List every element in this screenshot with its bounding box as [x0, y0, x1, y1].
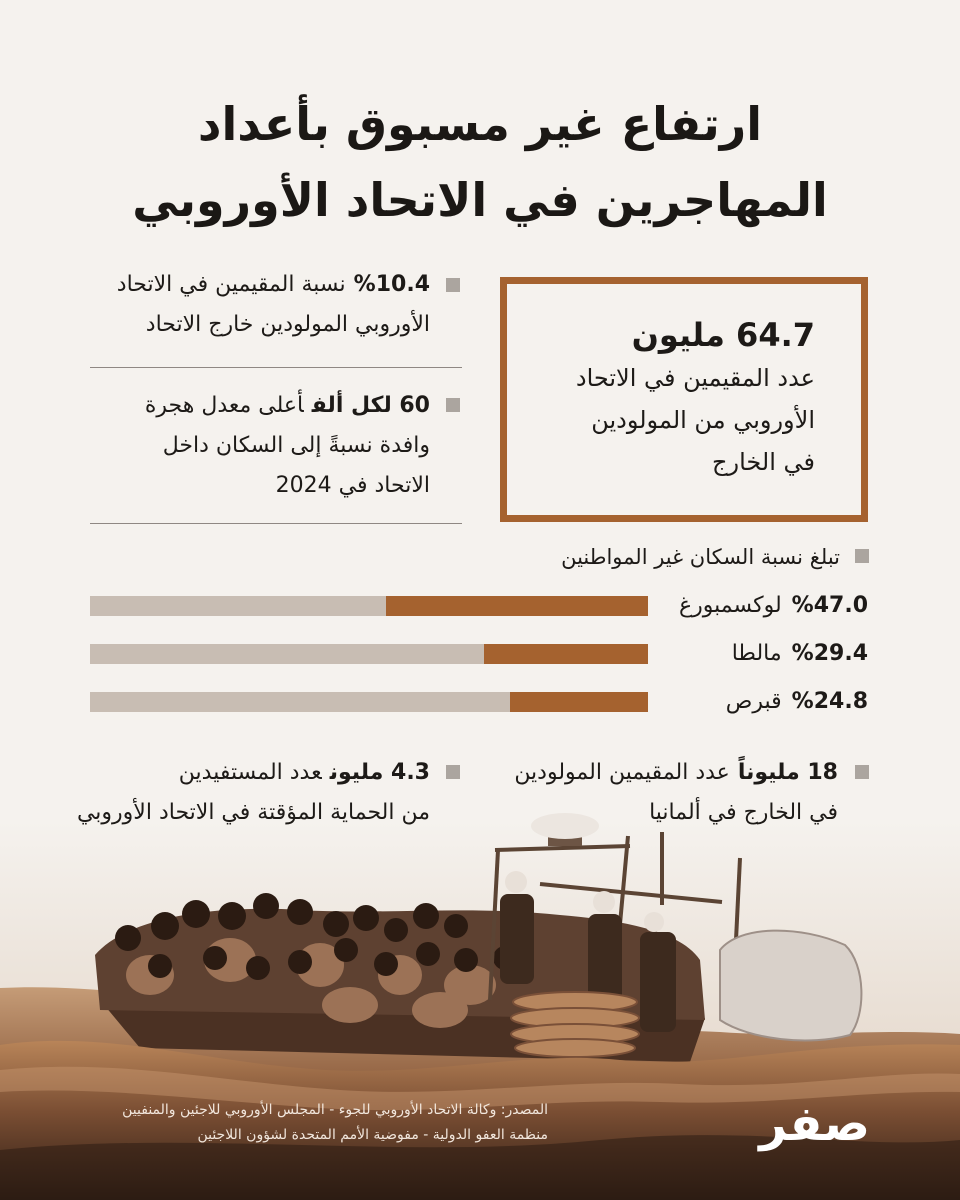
lifejacket [322, 987, 378, 1023]
fact-line: وافدة نسبةً إلى السكان داخل [162, 433, 430, 458]
divider [90, 367, 462, 368]
migrant-head [218, 902, 246, 930]
migrant-head [115, 925, 141, 951]
bar-fill [386, 596, 648, 616]
bar-fill [510, 692, 648, 712]
fact-line: من الحماية المؤقتة في الاتحاد الأوروبي [76, 800, 430, 825]
migrant-head [384, 918, 408, 942]
bar-row [90, 682, 868, 722]
migrant-head [182, 900, 210, 928]
highlight-text-line: عدد المقيمين في الاتحاد [575, 364, 815, 392]
migrant-head [246, 956, 270, 980]
fact-line [90, 265, 430, 305]
divider [90, 523, 462, 524]
migrant-head [151, 912, 179, 940]
fact-line [90, 753, 430, 793]
bar-category-label: قبرص [725, 689, 782, 714]
bar-value-label: %47.0 [791, 593, 868, 618]
highlight-text-line: الأوروبي من المولودين [591, 406, 815, 434]
highlight-box [500, 277, 868, 522]
rescuer [588, 914, 622, 1004]
migrant-head [253, 893, 279, 919]
bar-value-label: %29.4 [791, 641, 868, 666]
bar-label [663, 634, 868, 674]
bar-value-label: %24.8 [791, 689, 868, 714]
migrant-head [203, 946, 227, 970]
helmet [644, 912, 664, 932]
fact-line [90, 386, 430, 426]
bar-track [90, 596, 648, 616]
migrant-head [413, 903, 439, 929]
bullet-square [855, 549, 869, 563]
bar-category-label: مالطا [731, 641, 782, 666]
bar-category-label: لوكسمبورغ [679, 593, 782, 618]
migrant-head [148, 954, 172, 978]
cargo-bag [720, 931, 861, 1041]
bullet-square [446, 765, 460, 779]
bullet-square [446, 398, 460, 412]
helmet [593, 891, 615, 913]
title-line: ارتفاع غير مسبوق بأعداد [197, 97, 763, 151]
source-credit [40, 1098, 548, 1148]
fact-value: %10.4 [353, 272, 430, 297]
fact-text: عدد المستفيدين [178, 760, 322, 785]
fact-temporary-protection [76, 753, 430, 833]
bar-label [663, 586, 868, 626]
bar-fill [484, 644, 648, 664]
fact-text: أعلى معدل هجرة [144, 393, 304, 418]
bar-label [663, 682, 868, 722]
migrant-head [444, 914, 468, 938]
fact-text: نسبة المقيمين في الاتحاد [116, 272, 346, 297]
brand-logo: صفر [759, 1096, 870, 1152]
float [515, 1039, 635, 1057]
fact-line: في الخارج في ألمانيا [649, 800, 838, 825]
fact-value: 18 مليوناً [737, 760, 838, 785]
fact-line: الاتحاد في 2024 [275, 473, 430, 498]
bar-row [90, 586, 868, 626]
title-line: المهاجرين في الاتحاد الأوروبي [132, 173, 828, 227]
bar-chart [90, 586, 868, 726]
migrant-head [374, 952, 398, 976]
fact-immigration-rate [90, 386, 430, 506]
chart-title: تبلغ نسبة السكان غير المواطنين [561, 545, 840, 569]
migrant-head [416, 942, 440, 966]
page-title [0, 86, 960, 238]
buoyancy-floats [511, 992, 639, 1057]
fact-value: 60 لكل ألف [311, 393, 430, 418]
fact-line: الأوروبي المولودين خارج الاتحاد [145, 312, 430, 337]
source-line: المصدر: وكالة الاتحاد الأوروبي للجوء - المجلس الأوروبي للاجئين والمنفيين [122, 1102, 548, 1118]
migrant-head [353, 905, 379, 931]
highlight-text-line: في الخارج [712, 448, 815, 476]
migrant-head [287, 899, 313, 925]
helmet [505, 871, 527, 893]
lifejacket [412, 992, 468, 1028]
migrant-head [288, 950, 312, 974]
bar-row [90, 634, 868, 674]
fact-germany [480, 753, 838, 833]
bar-track [90, 644, 648, 664]
fact-text: عدد المقيمين المولودين [514, 760, 730, 785]
fact-line [480, 753, 838, 793]
migrant-head [334, 938, 358, 962]
bullet-square [446, 278, 460, 292]
highlight-value: 64.7 مليون [631, 316, 815, 354]
rescuer [500, 894, 534, 984]
fact-eu-share [90, 265, 430, 345]
fact-value: 4.3 مليون [329, 760, 430, 785]
bullet-square [855, 765, 869, 779]
migrant-head [454, 948, 478, 972]
bar-track [90, 692, 648, 712]
rescuer [640, 932, 676, 1032]
source-line: منظمة العفو الدولية - مفوضية الأمم المتحدة لشؤون اللاجئين [197, 1127, 548, 1143]
migrant-head [323, 911, 349, 937]
